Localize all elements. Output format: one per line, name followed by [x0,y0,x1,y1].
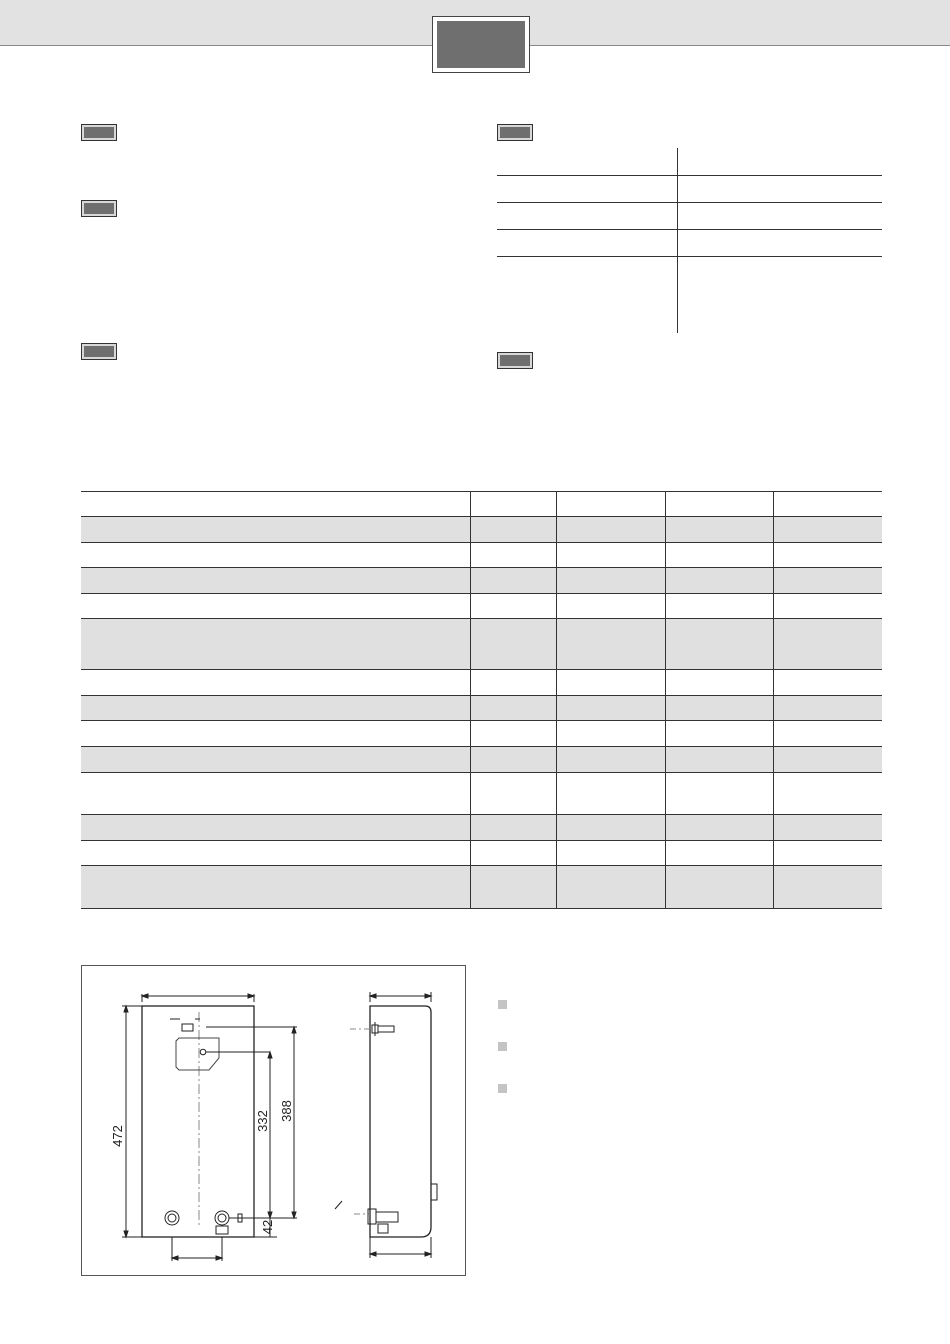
bullet-marker [498,1084,507,1093]
technical-data-table [81,491,882,909]
dimension-drawing-figure [81,965,466,1276]
table-column-divider [665,491,666,909]
table-row [81,841,882,866]
front-view-housing [142,1006,254,1237]
dimension-label-332: 332 [255,1110,270,1132]
table-row [81,517,882,543]
chapter-tab-fill [437,21,525,68]
chapter-tab [432,16,530,73]
section-marker-5 [497,352,533,369]
dimension-label-42: 42 [260,1219,275,1235]
spec-table-row-line [497,256,882,257]
spec-table [497,148,882,333]
spec-table-row-line [497,229,882,230]
dimension-drawing [82,966,467,1277]
bullet-marker [498,1042,507,1051]
bullet-marker [498,1000,507,1009]
table-row [81,594,882,619]
table-column-divider [773,491,774,909]
section-marker-4 [497,124,533,141]
side-view-housing [370,1006,431,1237]
table-row [81,670,882,696]
spec-table-row-line [497,202,882,203]
table-row [81,747,882,773]
table-row [81,568,882,594]
table-row [81,815,882,841]
table-row [81,619,882,670]
dimension-label-472: 472 [110,1125,125,1147]
section-marker-2 [81,200,117,217]
dimension-label-388: 388 [279,1100,294,1122]
table-row [81,696,882,721]
section-marker-3 [81,343,117,360]
table-row [81,866,882,909]
spec-table-row-line [497,175,882,176]
table-header-row [81,491,882,517]
section-marker-1 [81,124,117,141]
table-row [81,773,882,815]
table-column-divider [470,491,471,909]
table-row [81,721,882,747]
table-column-divider [556,491,557,909]
table-row [81,543,882,568]
